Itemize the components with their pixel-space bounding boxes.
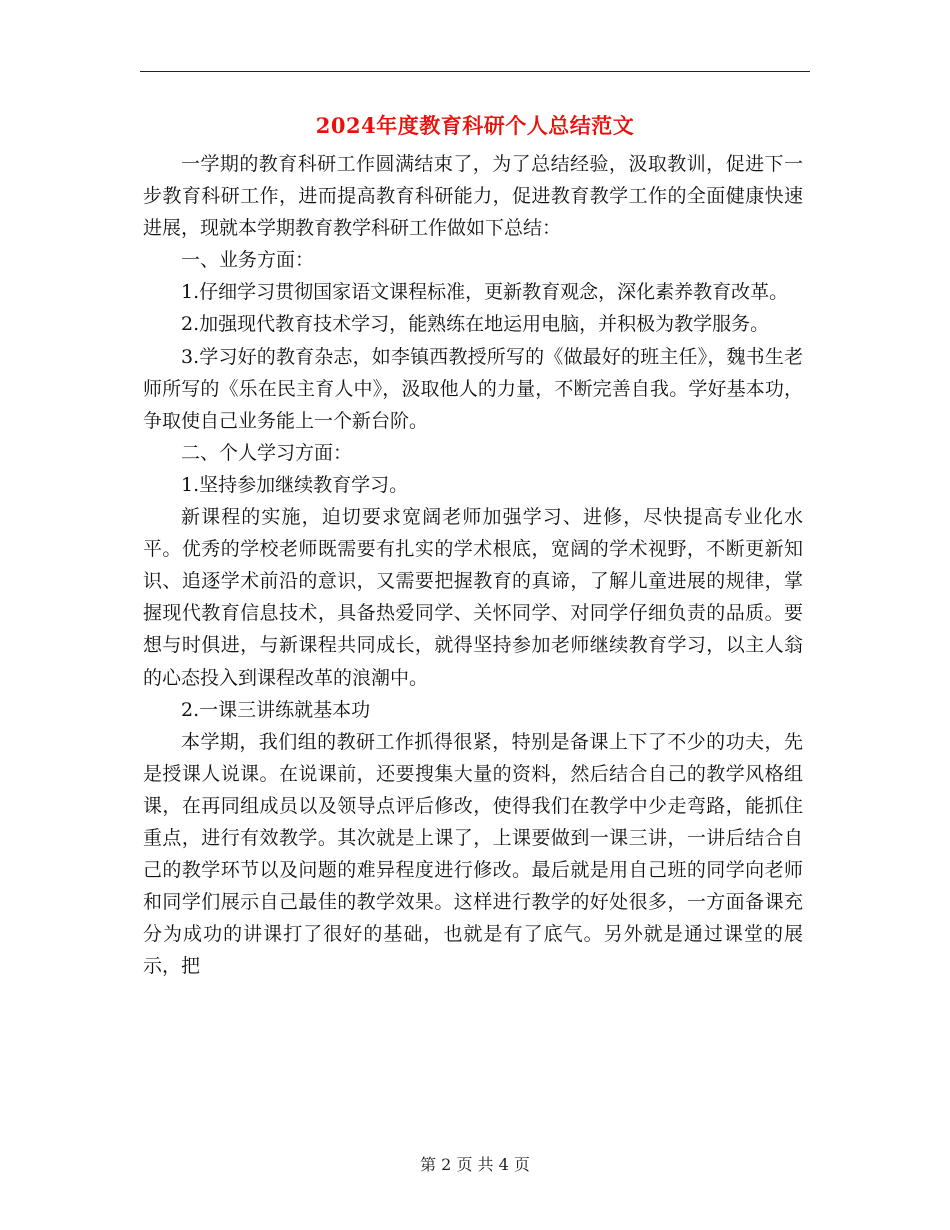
paragraph-body: 新课程的实施，迫切要求宽阔老师加强学习、进修，尽快提高专业化水平。优秀的学校老师既需要有扎实的学术根底，宽阔的学术视野，不断更新知识、追逐学术前沿的意识，又需要把握教育的真谛，了解儿童进展的规律，掌握现代教育信息技术，具备热爱同学、关怀同学、对同学仔细负责的品质。要想与时俱进，与新课程共同成长，就得坚持参加老师继续教育学习，以主人翁的心态投入到课程改革的浪潮中。 <box>143 506 803 689</box>
heading-business: 一、业务方面： <box>181 249 315 272</box>
header-rule <box>140 71 810 72</box>
subheading-item: 2.一课三讲练就基本功 <box>181 698 371 721</box>
paragraph-intro: 一学期的教育科研工作圆满结束了，为了总结经验，汲取教训，促进下一步教育科研工作，进而提高教育科研能力，促进教育教学工作的全面健康快速进展，现就本学期教育教学科研工作做如下总结： <box>143 153 803 240</box>
paragraph-item: 3.学习好的教育杂志，如李镇西教授所写的《做最好的班主任》，魏书生老师所写的《乐在民主育人中》，汲取他人的力量，不断完善自我。学好基本功，争取使自己业务能上一个新台阶。 <box>143 345 803 432</box>
page-number-footer: 第 2 页 共 4 页 <box>420 1155 530 1174</box>
paragraph-body: 本学期，我们组的教研工作抓得很紧，特别是备课上下了不少的功夫，先是授课人说课。在说课前，还要搜集大量的资料，然后结合自己的教学风格组课，在再同组成员以及领导点评后修改，使得我们在教学中少走弯路，能抓住重点，进行有效教学。其次就是上课了，上课要做到一课三讲，一讲后结合自己的教学环节以及问题的难异程度进行修改。最后就是用自己班的同学向老师和同学们展示自己最佳的教学效果。这样进行教学的好处很多，一方面备课充分为成功的讲课打了很好的基础，也就是有了底气。另外就是通过课堂的展示，把 <box>143 730 803 978</box>
document-title: 2024年度教育科研个人总结范文 <box>315 113 635 138</box>
subheading-item: 1.坚持参加继续教育学习。 <box>181 473 409 496</box>
paragraph-item: 2.加强现代教育技术学习，能熟练在地运用电脑，并积极为教学服务。 <box>181 313 770 336</box>
heading-personal-study: 二、个人学习方面： <box>181 441 353 464</box>
paragraph-item: 1.仔细学习贯彻国家语文课程标准，更新教育观念，深化素养教育改革。 <box>181 281 789 304</box>
document-body <box>143 148 803 982</box>
